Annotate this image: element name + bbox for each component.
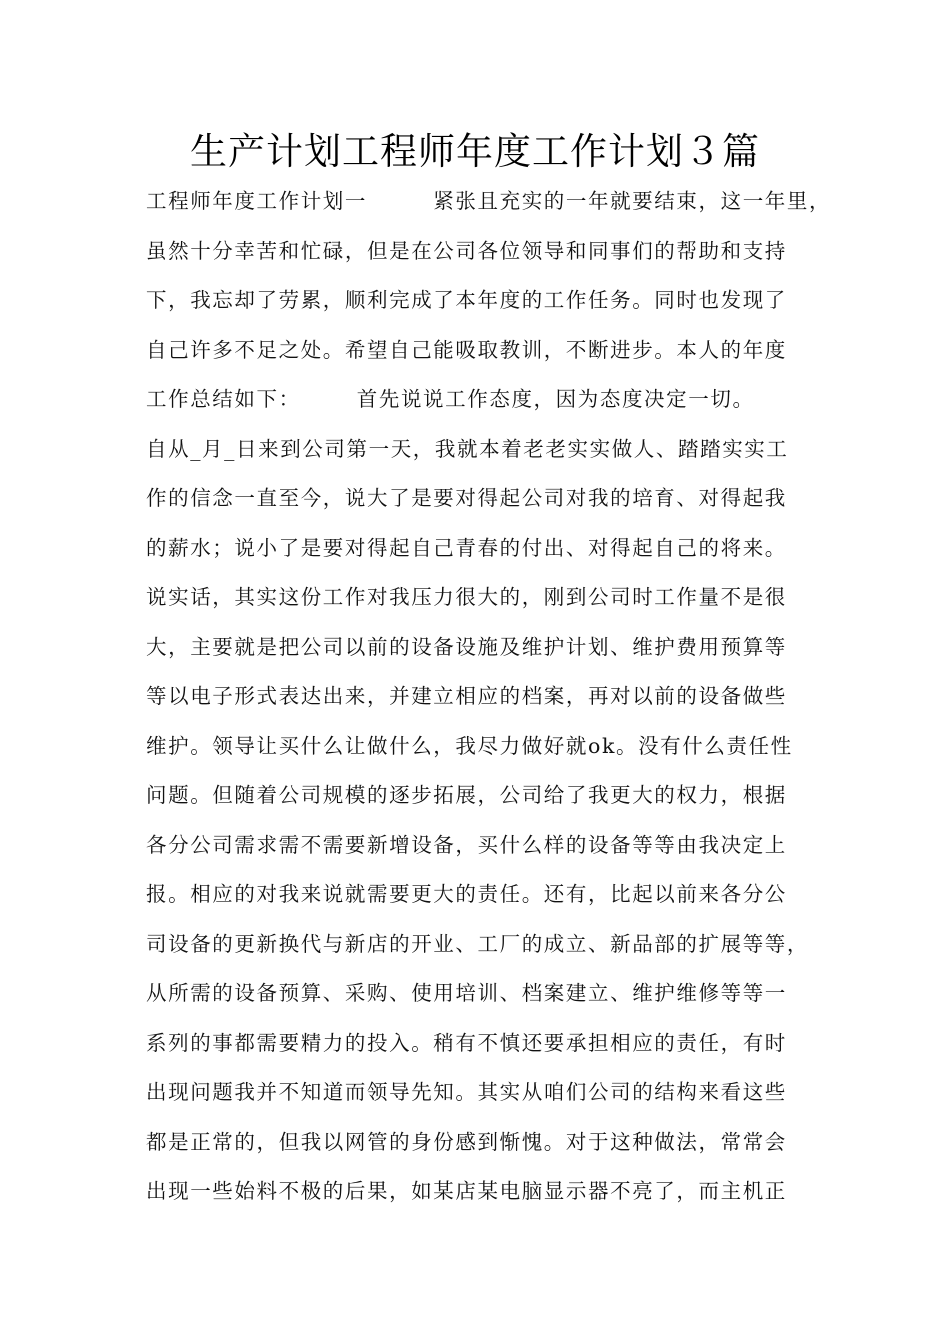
body-line: 虽然十分幸苦和忙碌，但是在公司各位领导和同事们的帮助和支持	[146, 238, 787, 263]
body-line: 下，我忘却了劳累，顺利完成了本年度的工作任务。同时也发现了	[146, 288, 787, 312]
body-line: 工作总结如下： 首先说说工作态度，因为态度决定一切。	[146, 387, 755, 411]
body-line: 自从_月_日来到公司第一天，我就本着老老实实做人、踏踏实实工	[146, 436, 789, 461]
body-line: 的薪水；说小了是要对得起自己青春的付出、对得起自己的将来。	[146, 535, 787, 560]
body-line: 工程师年度工作计划一 紧张且充实的一年就要结束，这一年里，	[146, 189, 832, 213]
body-line: 报。相应的对我来说就需要更大的责任。还有，比起以前来各分公	[146, 882, 787, 906]
body-line: 大，主要就是把公司以前的设备设施及维护计划、维护费用预算等	[146, 634, 787, 659]
body-line: 维护。领导让买什么让做什么，我尽力做好就ok。没有什么责任性	[146, 733, 793, 758]
body-line: 问题。但随着公司规模的逐步拓展，公司给了我更大的权力，根据	[146, 783, 787, 807]
document-body	[146, 180, 836, 1220]
document-title: 生产计划工程师年度工作计划３篇	[190, 130, 760, 173]
body-line: 等以电子形式表达出来，并建立相应的档案，再对以前的设备做些	[146, 684, 787, 708]
body-line: 从所需的设备预算、采购、使用培训、档案建立、维护维修等等一	[146, 981, 787, 1005]
body-line: 都是正常的，但我以网管的身份感到惭愧。对于这种做法，常常会	[146, 1129, 787, 1154]
body-line: 出现问题我并不知道而领导先知。其实从咱们公司的结构来看这些	[146, 1080, 787, 1104]
body-line: 自己许多不足之处。希望自己能吸取教训，不断进步。本人的年度	[146, 337, 787, 362]
body-line: 说实话，其实这份工作对我压力很大的，刚到公司时工作量不是很	[146, 585, 787, 609]
body-line: 出现一些始料不极的后果，如某店某电脑显示器不亮了，而主机正	[146, 1179, 787, 1203]
body-line: 作的信念一直至今，说大了是要对得起公司对我的培育、对得起我	[146, 486, 787, 510]
body-line: 各分公司需求需不需要新增设备，买什么样的设备等等由我决定上	[146, 832, 787, 857]
body-line: 系列的事都需要精力的投入。稍有不慎还要承担相应的责任，有时	[146, 1030, 787, 1055]
body-line: 司设备的更新换代与新店的开业、工厂的成立、新品部的扩展等等，	[146, 931, 809, 956]
